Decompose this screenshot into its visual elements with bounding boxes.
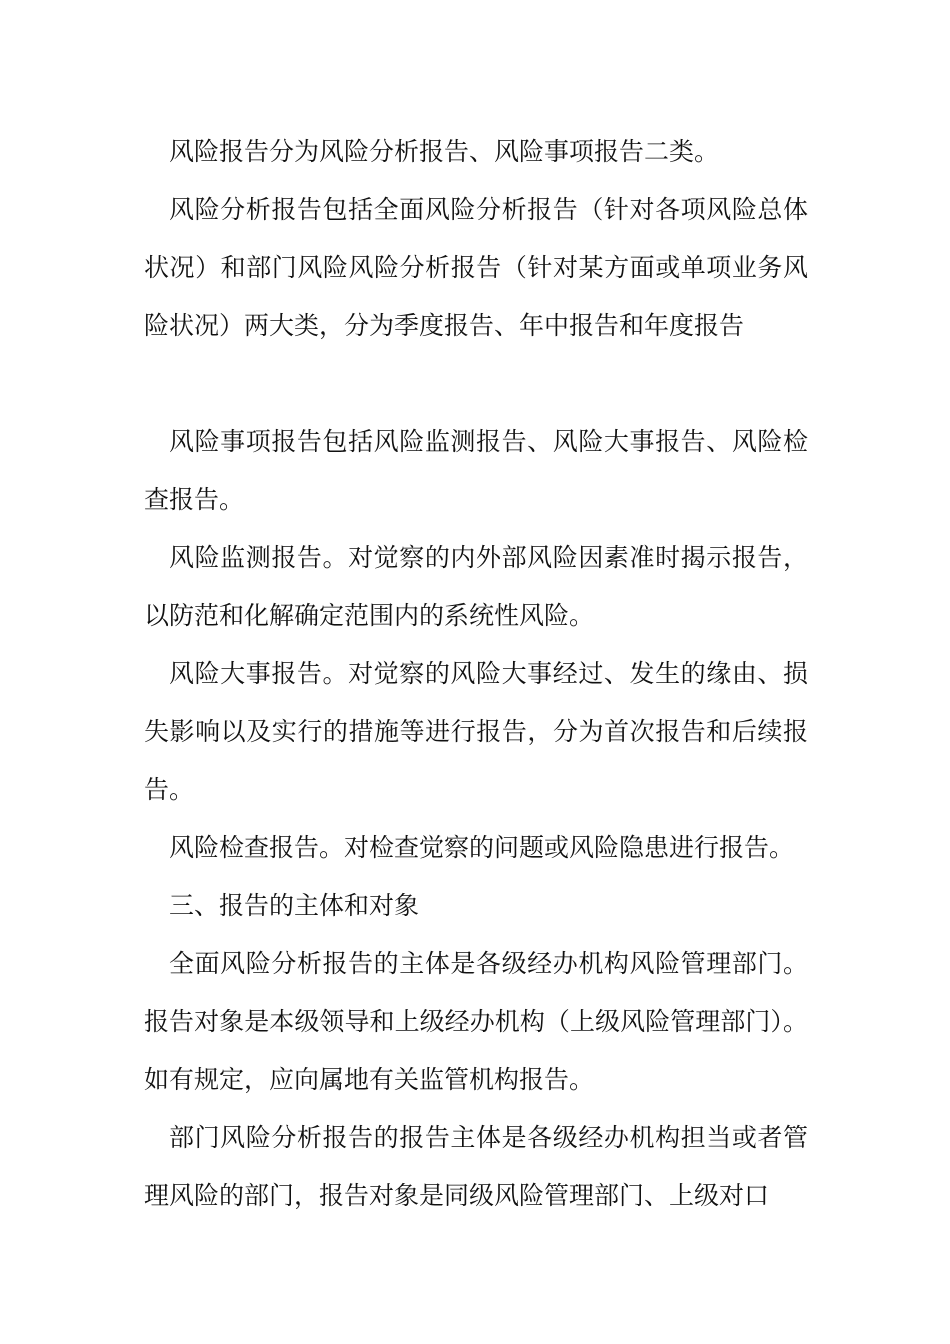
paragraph-comprehensive-report-subject: 全面风险分析报告的主体是各级经办机构风险管理部门。报告对象是本级领导和上级经办机构（上级风险管理部门）。如有规定，应向属地有关监管机构报告。 xyxy=(144,949,808,1094)
paragraph-monitoring-report: 风险监测报告。对觉察的内外部风险因素准时揭示报告，以防范和化解确定范围内的系统性风险。 xyxy=(144,543,808,630)
paragraph-major-event-report: 风险大事报告。对觉察的风险大事经过、发生的缘由、损失影响以及实行的措施等进行报告，分为首次报告和后续报告。 xyxy=(144,659,808,804)
section-heading-subject-and-object: 三、报告的主体和对象 xyxy=(169,891,420,920)
paragraph-risk-event-report: 风险事项报告包括风险监测报告、风险大事报告、风险检查报告。 xyxy=(144,427,808,514)
paragraph-risk-analysis-report: 风险分析报告包括全面风险分析报告（针对各项风险总体状况）和部门风险风险分析报告（针对某方面或单项业务风险状况）两大类，分为季度报告、年中报告和年度报告 xyxy=(144,195,808,340)
paragraph-gap xyxy=(144,355,808,413)
paragraph-report-types: 风险报告分为风险分析报告、风险事项报告二类。 xyxy=(169,137,720,166)
document-body xyxy=(144,123,808,1225)
paragraph-inspection-report: 风险检查报告。对检查觉察的问题或风险隐患进行报告。 xyxy=(169,833,795,862)
paragraph-department-report-subject: 部门风险分析报告的报告主体是各级经办机构担当或者管理风险的部门，报告对象是同级风险管理部门、上级对口 xyxy=(144,1123,808,1210)
